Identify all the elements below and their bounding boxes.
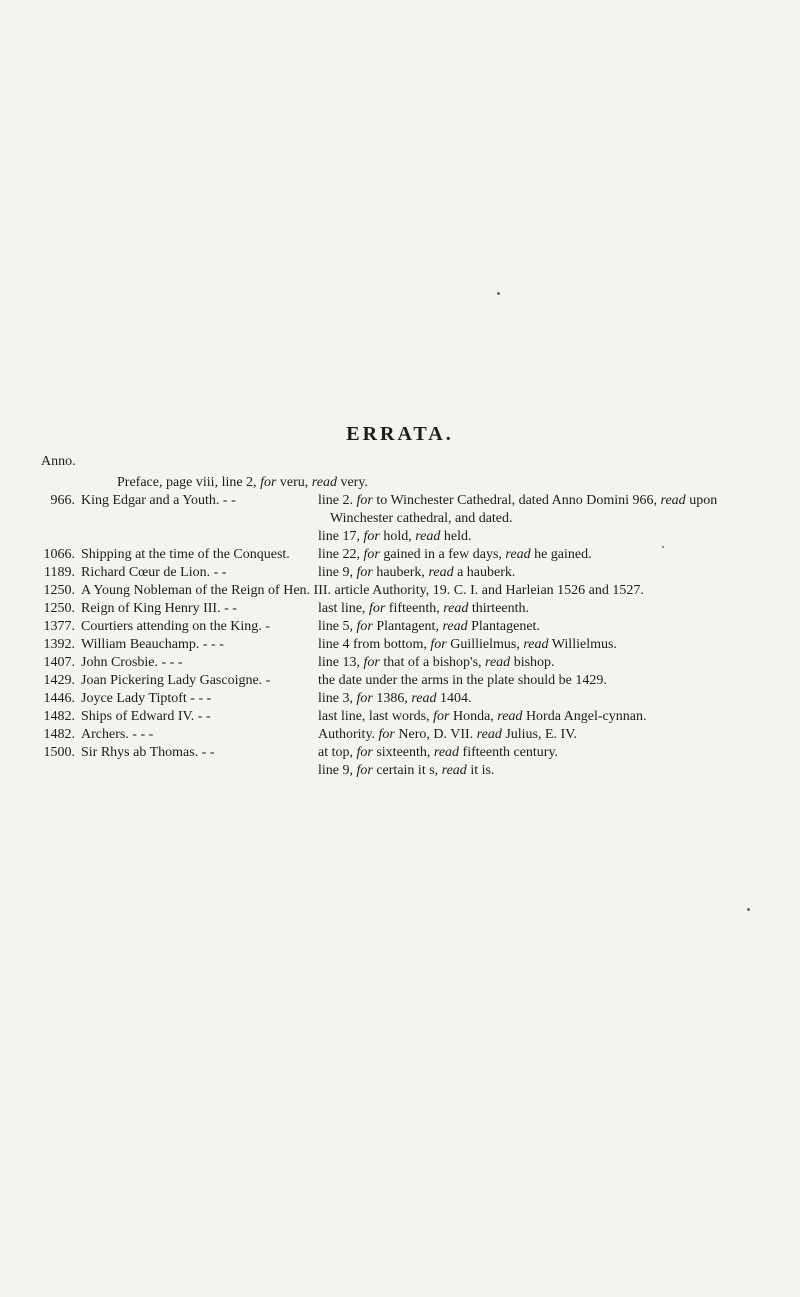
entry-correction bbox=[318, 655, 555, 671]
entry-year: 1407. bbox=[43, 655, 75, 670]
entry-subject: King Edgar and a Youth. - - bbox=[81, 493, 236, 508]
correction-location: line 13, bbox=[318, 655, 364, 670]
correction-wrong: certain it s, bbox=[372, 763, 442, 778]
preface-read: read bbox=[311, 475, 337, 490]
errata-entry bbox=[0, 547, 800, 565]
correction-location: line 17, bbox=[318, 529, 364, 544]
ink-speck bbox=[662, 546, 664, 548]
correction-location: the date under the arms in the plate should be 1429. bbox=[318, 673, 607, 688]
correction-right: Willielmus. bbox=[548, 637, 617, 652]
correction-wrong: gained in a few days, bbox=[379, 547, 506, 562]
preface-right: very. bbox=[336, 475, 368, 490]
errata-entry bbox=[0, 583, 800, 601]
correction-wrong: Plantagent, bbox=[372, 619, 443, 634]
entry-subject: Joan Pickering Lady Gascoigne. - bbox=[81, 673, 271, 688]
preface-wrong: veru, bbox=[276, 475, 312, 490]
correction-location: Authority. bbox=[318, 727, 379, 742]
errata-entry bbox=[0, 493, 800, 511]
correction-location: line 9, bbox=[318, 763, 357, 778]
correction-for: for bbox=[363, 529, 380, 544]
entry-subject: Sir Rhys ab Thomas. - - bbox=[81, 745, 215, 760]
entry-year: 1482. bbox=[43, 727, 75, 742]
entry-correction bbox=[318, 619, 540, 635]
correction-read: read bbox=[415, 529, 441, 544]
correction-wrong: hold, bbox=[379, 529, 416, 544]
entry-year: 1429. bbox=[43, 673, 75, 688]
correction-for: for bbox=[430, 637, 447, 652]
errata-entry bbox=[0, 691, 800, 709]
entry-subject: John Crosbie. - - - bbox=[81, 655, 183, 670]
correction-right: held. bbox=[440, 529, 472, 544]
correction-right: 1404. bbox=[436, 691, 472, 706]
correction-location: last line, bbox=[318, 601, 369, 616]
correction-location: line 22, bbox=[318, 547, 364, 562]
correction-for: for bbox=[356, 691, 373, 706]
entry-correction bbox=[318, 745, 558, 761]
correction-location: at top, bbox=[318, 745, 357, 760]
correction-wrong: sixteenth, bbox=[372, 745, 434, 760]
entry-subject: Shipping at the time of the Conquest. bbox=[81, 547, 290, 562]
errata-entry bbox=[0, 745, 800, 763]
preface-text: Preface, page viii, line 2, bbox=[117, 475, 261, 490]
correction-read: read bbox=[411, 691, 437, 706]
correction-right: fifteenth century. bbox=[459, 745, 559, 760]
entry-correction bbox=[318, 493, 717, 509]
entry-correction bbox=[318, 547, 592, 563]
entry-subject: Richard Cœur de Lion. - - bbox=[81, 565, 227, 580]
errata-entry bbox=[0, 529, 800, 547]
correction-read: read bbox=[428, 565, 454, 580]
entry-year: 1066. bbox=[43, 547, 75, 562]
entry-full-line: A Young Nobleman of the Reign of Hen. III. article Authority, 19. C. I. and Harleian 1526 and 1527. bbox=[81, 583, 644, 598]
preface-for: for bbox=[260, 475, 277, 490]
entry-subject: Ships of Edward IV. - - bbox=[81, 709, 211, 724]
correction-wrong: Nero, D. VII. bbox=[394, 727, 477, 742]
correction-read: read bbox=[505, 547, 531, 562]
entry-correction bbox=[318, 601, 529, 617]
correction-read: read bbox=[443, 601, 469, 616]
correction-location: line 3, bbox=[318, 691, 357, 706]
correction-for: for bbox=[368, 601, 386, 616]
correction-read: read bbox=[485, 655, 511, 670]
entry-correction bbox=[318, 727, 577, 743]
errata-entry bbox=[0, 511, 800, 529]
correction-location: last line, last words, bbox=[318, 709, 434, 724]
correction-right: upon bbox=[685, 493, 718, 508]
entry-year: 1482. bbox=[43, 709, 75, 724]
correction-read: read bbox=[523, 637, 549, 652]
correction-wrong: fifteenth, bbox=[385, 601, 444, 616]
correction-right: he gained. bbox=[530, 547, 592, 562]
entry-subject: Archers. - - - bbox=[81, 727, 154, 742]
entry-correction bbox=[318, 763, 494, 779]
entry-year: 1446. bbox=[43, 691, 75, 706]
ink-speck bbox=[497, 292, 500, 295]
correction-right: thirteenth. bbox=[468, 601, 530, 616]
entry-continuation: Winchester cathedral, and dated. bbox=[330, 511, 513, 526]
errata-entry bbox=[0, 673, 800, 691]
errata-entry bbox=[0, 727, 800, 745]
correction-for: for bbox=[356, 745, 373, 760]
entry-subject: Courtiers attending on the King. - bbox=[81, 619, 270, 634]
errata-entry bbox=[0, 763, 800, 781]
correction-wrong: to Winchester Cathedral, dated Anno Domini 966, bbox=[372, 493, 661, 508]
entry-correction bbox=[318, 673, 607, 689]
entry-year: 1250. bbox=[43, 601, 75, 616]
errata-entry bbox=[0, 565, 800, 583]
correction-for: for bbox=[433, 709, 450, 724]
errata-title: ERRATA. bbox=[346, 423, 454, 445]
correction-wrong: that of a bishop's, bbox=[379, 655, 486, 670]
correction-location: line 5, bbox=[318, 619, 357, 634]
correction-wrong: Honda, bbox=[449, 709, 498, 724]
entry-year: 1500. bbox=[43, 745, 75, 760]
entry-year: 1377. bbox=[43, 619, 75, 634]
correction-location: line 2. bbox=[318, 493, 357, 508]
correction-right: bishop. bbox=[510, 655, 555, 670]
correction-wrong: hauberk, bbox=[372, 565, 429, 580]
correction-for: for bbox=[356, 619, 373, 634]
correction-for: for bbox=[363, 547, 380, 562]
errata-entry bbox=[0, 601, 800, 619]
correction-for: for bbox=[356, 763, 373, 778]
entry-subject: Reign of King Henry III. - - bbox=[81, 601, 237, 616]
entry-correction bbox=[318, 709, 646, 725]
correction-location: line 9, bbox=[318, 565, 357, 580]
correction-right: Horda Angel-cynnan. bbox=[522, 709, 647, 724]
correction-read: read bbox=[433, 745, 460, 760]
entry-year: 1250. bbox=[43, 583, 75, 598]
correction-for: for bbox=[363, 655, 380, 670]
correction-read: read bbox=[442, 619, 468, 634]
entry-year: 1392. bbox=[43, 637, 75, 652]
correction-for: for bbox=[356, 493, 373, 508]
preface-correction bbox=[117, 475, 368, 491]
entry-year: 1189. bbox=[44, 565, 75, 580]
anno-label: Anno. bbox=[41, 454, 76, 469]
correction-wrong: 1386, bbox=[372, 691, 412, 706]
correction-right: it is. bbox=[466, 763, 495, 778]
errata-entry bbox=[0, 709, 800, 727]
correction-read: read bbox=[497, 709, 523, 724]
entry-subject: Joyce Lady Tiptoft - - - bbox=[81, 691, 212, 706]
errata-entry bbox=[0, 637, 800, 655]
correction-read: read bbox=[660, 493, 686, 508]
correction-read: read bbox=[441, 763, 467, 778]
errata-entry bbox=[0, 619, 800, 637]
ink-speck bbox=[747, 908, 750, 911]
correction-right: Plantagenet. bbox=[467, 619, 540, 634]
correction-right: Julius, E. IV. bbox=[501, 727, 578, 742]
correction-for: for bbox=[378, 727, 395, 742]
correction-for: for bbox=[356, 565, 373, 580]
entry-correction bbox=[318, 637, 617, 653]
entry-correction bbox=[318, 565, 515, 581]
errata-entry bbox=[0, 655, 800, 673]
entry-correction bbox=[318, 691, 472, 707]
correction-right: a hauberk. bbox=[453, 565, 516, 580]
entry-subject: William Beauchamp. - - - bbox=[81, 637, 224, 652]
entry-year: 966. bbox=[50, 493, 75, 508]
correction-read: read bbox=[476, 727, 502, 742]
correction-location: line 4 from bottom, bbox=[318, 637, 431, 652]
entry-correction bbox=[318, 529, 472, 545]
correction-wrong: Guillielmus, bbox=[446, 637, 524, 652]
